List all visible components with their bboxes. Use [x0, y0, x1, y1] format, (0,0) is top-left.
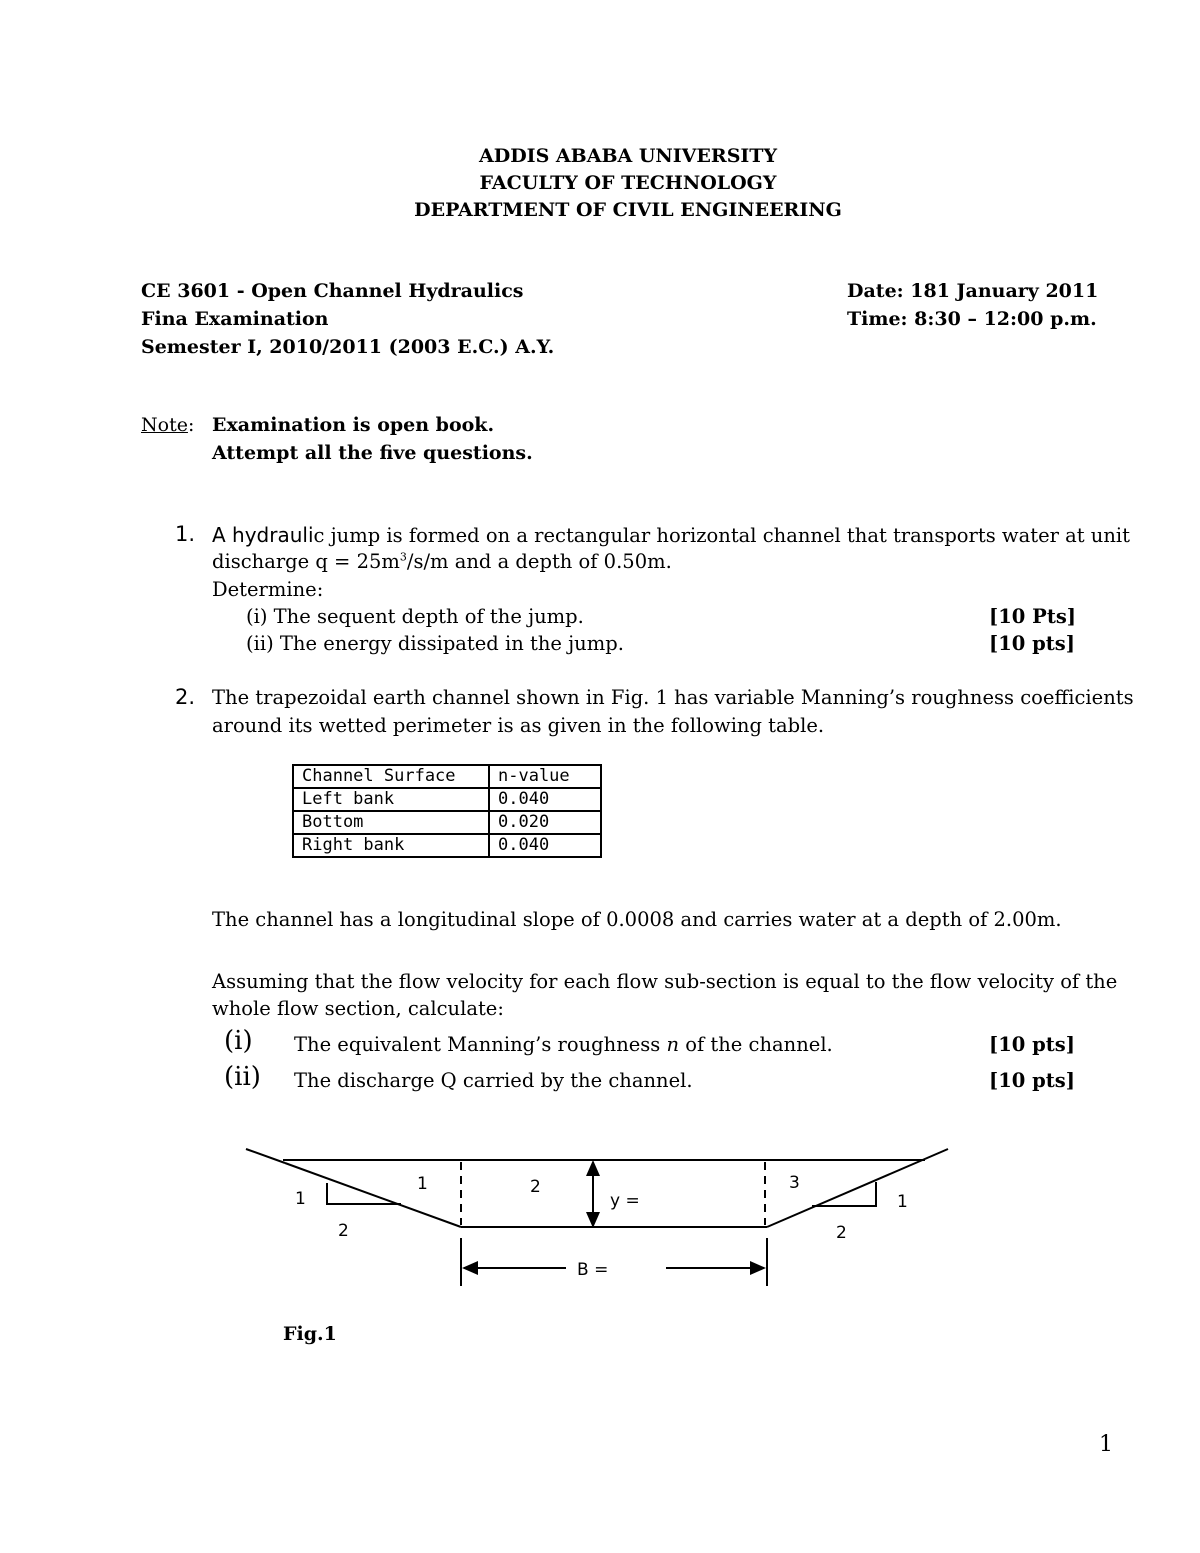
course-title: CE 3601 - Open Channel Hydraulics	[141, 280, 524, 302]
q1-determine: Determine:	[212, 578, 324, 601]
table-cell: 0.040	[489, 834, 601, 857]
depth-label: y =	[610, 1191, 640, 1211]
q2-part-i: The equivalent Manning’s roughness n of the channel.	[294, 1033, 833, 1056]
q2-part-ii-label: (ii)	[224, 1062, 261, 1092]
q1-line2: discharge $q = 25m^3/s/m$ and a depth of 0.50m.	[212, 550, 672, 573]
q1-number: 1.	[175, 522, 196, 546]
q1-part-i: (i) The sequent depth of the jump.	[246, 605, 584, 628]
table-cell: 0.020	[489, 811, 601, 834]
note-attempt-all: Attempt all the five questions.	[212, 442, 533, 464]
table-header-cell: n-value	[489, 765, 601, 788]
table-cell: Right bank	[293, 834, 489, 857]
exam-type: Fina Examination	[141, 308, 329, 330]
note-label: Note:	[141, 414, 195, 436]
q1-part-ii: (ii) The energy dissipated in the jump.	[246, 632, 624, 655]
q2-part-ii: The discharge Q carried by the channel.	[294, 1069, 693, 1092]
zone-3-label: 3	[789, 1173, 800, 1193]
exam-date: Date: 181 January 2011	[847, 280, 1099, 302]
zone-1-label: 1	[417, 1174, 428, 1194]
q2-assume-line1: Assuming that the flow velocity for each flow sub-section is equal to the flow velocity of the	[212, 970, 1118, 993]
depth-arrowhead-bottom	[586, 1212, 600, 1228]
q2-assume-line2: whole flow section, calculate:	[212, 997, 504, 1020]
q1-part-i-points: [10 Pts]	[989, 605, 1077, 628]
department-name: DEPARTMENT OF CIVIL ENGINEERING	[414, 199, 842, 221]
figure-caption: Fig.1	[283, 1323, 337, 1345]
exam-time: Time: 8:30 – 12:00 p.m.	[847, 308, 1097, 330]
right-slope-vertical-label: 1	[897, 1192, 908, 1212]
note-open-book: Examination is open book.	[212, 414, 495, 436]
left-slope-vertical-label: 1	[295, 1189, 306, 1209]
table-cell: 0.040	[489, 788, 601, 811]
table-cell: Bottom	[293, 811, 489, 834]
width-arrowhead-right	[750, 1261, 766, 1275]
table-header-cell: Channel Surface	[293, 765, 489, 788]
q2-part-i-label: (i)	[224, 1026, 253, 1056]
q2-line1: The trapezoidal earth channel shown in Fig. 1 has variable Manning’s roughness coefficients	[212, 686, 1134, 709]
q2-number: 2.	[175, 685, 196, 709]
zone-2-label: 2	[530, 1177, 541, 1197]
left-bank	[285, 1163, 461, 1227]
q1-line1: A hydraulic jump is formed on a rectangular horizontal channel that transports water at unit	[212, 523, 1130, 547]
right-slope-horizontal-label: 2	[836, 1223, 847, 1243]
width-arrowhead-left	[462, 1261, 478, 1275]
table-cell: Left bank	[293, 788, 489, 811]
ground-line-left	[246, 1149, 285, 1163]
q1-part-ii-points: [10 pts]	[989, 632, 1075, 655]
university-name: ADDIS ABABA UNIVERSITY	[478, 145, 778, 167]
width-label: B =	[577, 1260, 609, 1280]
q2-slope-text: The channel has a longitudinal slope of 0.0008 and carries water at a depth of 2.00m.	[212, 908, 1062, 931]
q2-part-ii-points: [10 pts]	[989, 1069, 1075, 1092]
depth-arrowhead-top	[586, 1160, 600, 1176]
faculty-name: FACULTY OF TECHNOLOGY	[479, 172, 777, 194]
q2-line2: around its wetted perimeter is as given in the following table.	[212, 714, 825, 737]
page-number: 1	[1099, 1432, 1113, 1457]
left-slope-horizontal-label: 2	[338, 1221, 349, 1241]
q2-part-i-points: [10 pts]	[989, 1033, 1075, 1056]
semester: Semester I, 2010/2011 (2003 E.C.) A.Y.	[141, 336, 555, 358]
